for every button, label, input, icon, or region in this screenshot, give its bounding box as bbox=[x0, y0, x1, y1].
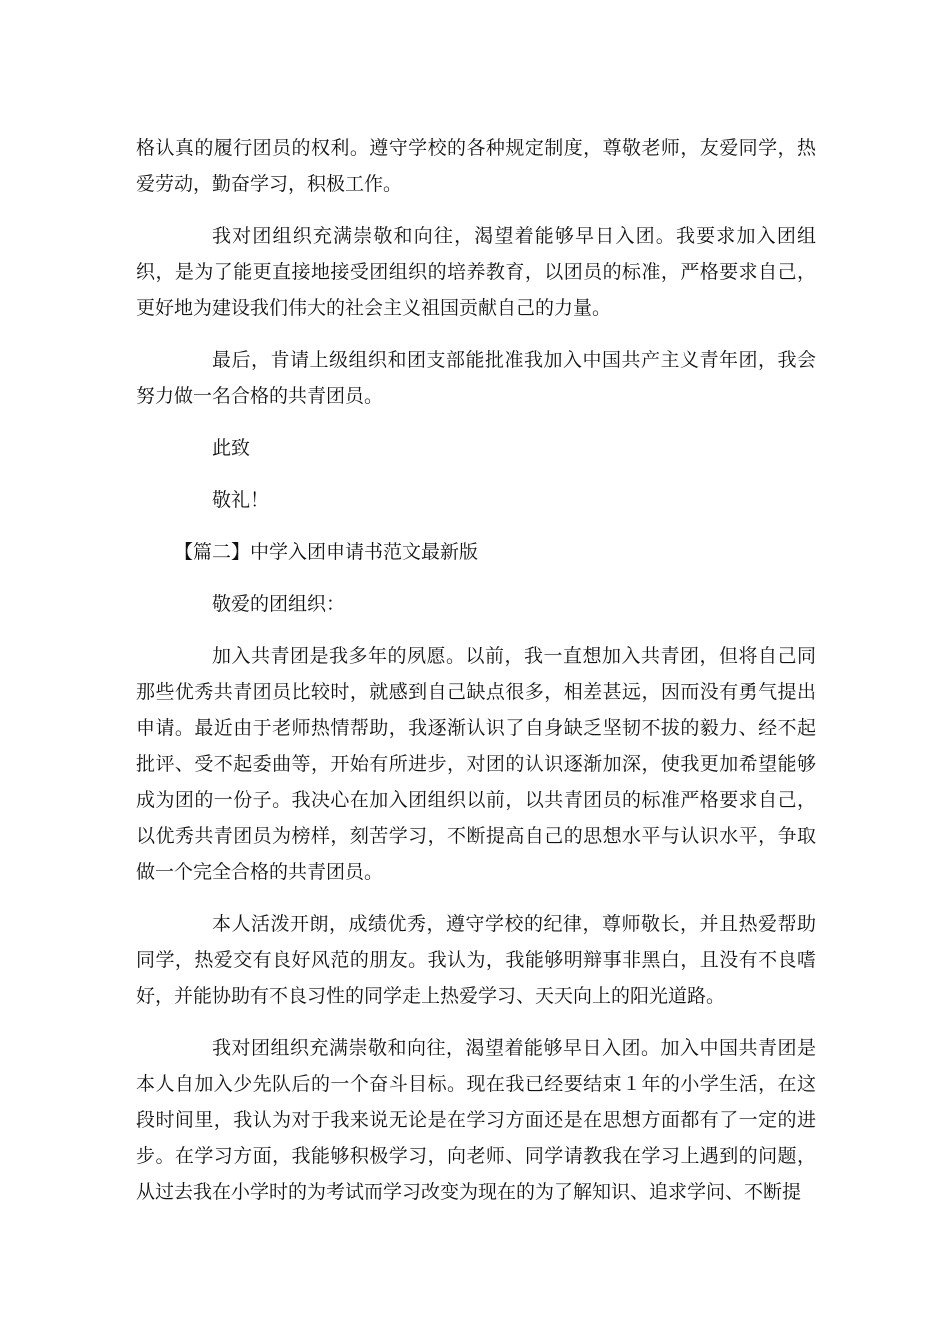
letter-greeting: 敬爱的团组织： bbox=[212, 593, 346, 615]
paragraph-request: 最后，肯请上级组织和团支部能批准我加入中国共产主义青年团，我会努力做一名合格的共青团员。 bbox=[136, 349, 816, 407]
document-body bbox=[136, 130, 816, 1226]
paragraph-goal: 我对团组织充满崇敬和向往，渴望着能够早日入团。加入中国共青团是本人自加入少先队后的一个奋斗目标。现在我已经要结束１年的小学生活，在这段时间里，我认为对于我来说无论是在学习方面还是在思想方面都有了一定的进步。在学习方面，我能够积极学习，向老师、同学请教我在学习上遇到的问题，从过去我在小学时的为考试而学习改变为现在的为了解知识、追求学问、不断提 bbox=[136, 1037, 816, 1203]
paragraph-wish: 加入共青团是我多年的夙愿。以前，我一直想加入共青团，但将自己同那些优秀共青团员比较时，就感到自己缺点很多，相差甚远，因而没有勇气提出申请。最近由于老师热情帮助，我逐渐认识了自身缺乏坚韧不拔的毅力、经不起批评、受不起委曲等，开始有所进步，对团的认识逐渐加深，使我更加希望能够成为团的一份子。我决心在加入团组织以前，以共青团员的标准严格要求自己，以优秀共青团员为榜样，刻苦学习，不断提高自己的思想水平与认识水平，争取做一个完全合格的共青团员。 bbox=[136, 645, 816, 883]
section-heading: 【篇二】中学入团申请书范文最新版 bbox=[174, 541, 479, 563]
closing-regards: 敬礼！ bbox=[212, 489, 270, 511]
closing-salutation: 此致 bbox=[212, 437, 251, 459]
paragraph-self-intro: 本人活泼开朗，成绩优秀，遵守学校的纪律，尊师敬长，并且热爱帮助同学，热爱交有良好风范的朋友。我认为，我能够明辩事非黑白，且没有不良嗜好，并能协助有不良习性的同学走上热爱学习、天天向上的阳光道路。 bbox=[136, 913, 816, 1007]
paragraph-continuation: 格认真的履行团员的权利。遵守学校的各种规定制度，尊敬老师，友爱同学，热爱劳动，勤奋学习，积极工作。 bbox=[136, 137, 816, 195]
paragraph-aspiration: 我对团组织充满崇敬和向往，渴望着能够早日入团。我要求加入团组织，是为了能更直接地接受团组织的培养教育，以团员的标准，严格要求自己，更好地为建设我们伟大的社会主义祖国贡献自己的力量。 bbox=[136, 225, 816, 319]
